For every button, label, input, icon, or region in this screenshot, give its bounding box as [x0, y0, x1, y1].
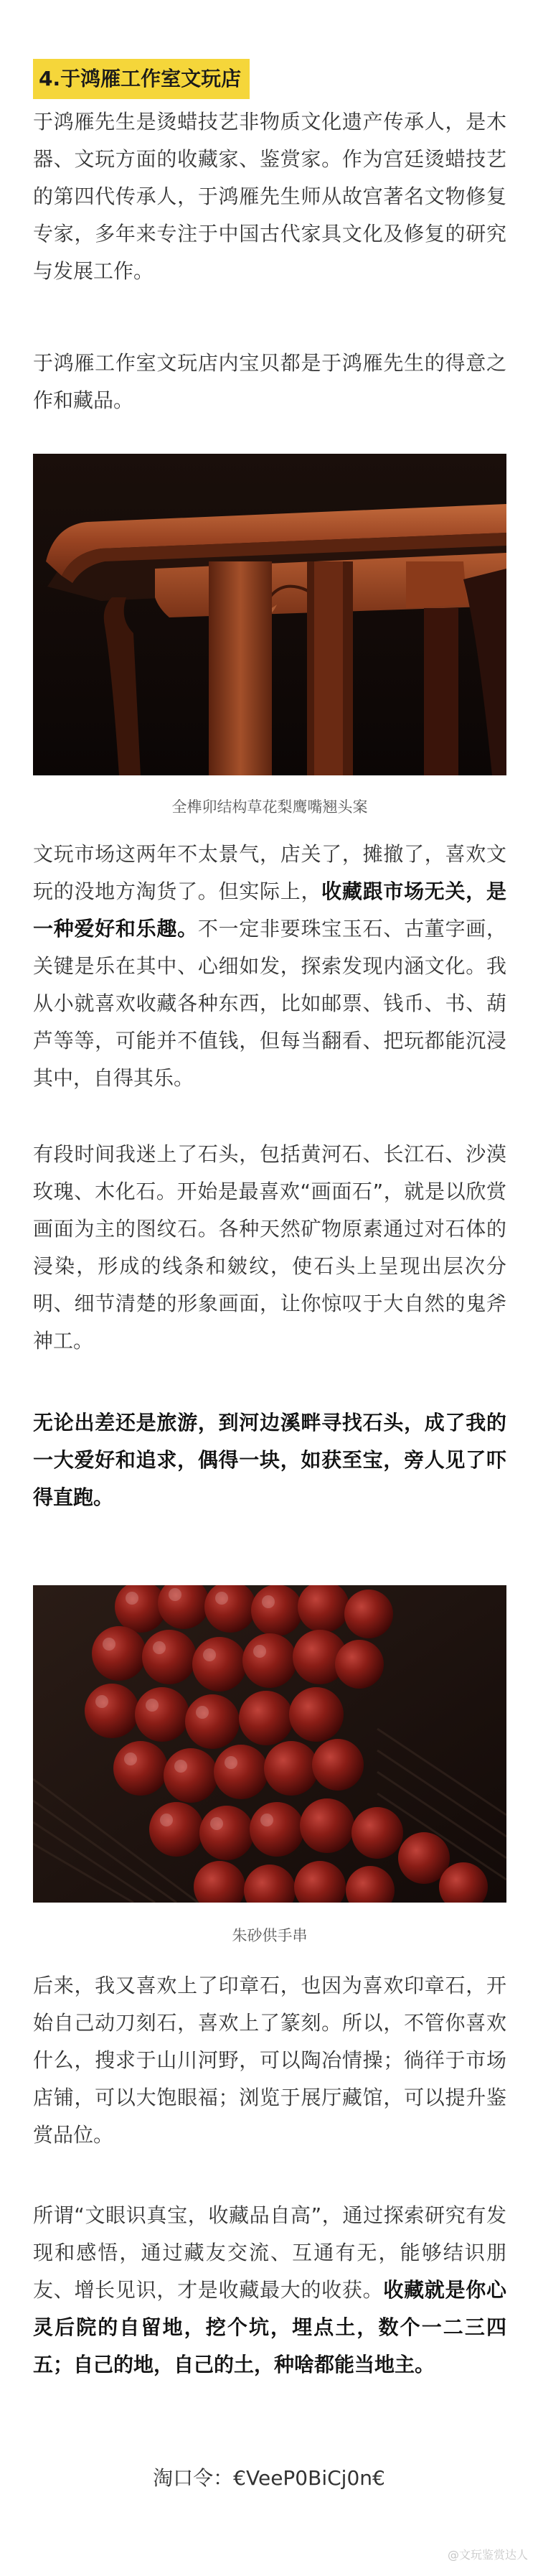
paragraph-collecting-lead: 所谓“文眼识真宝，收藏品自高”，通过探索研究有发现和感悟，通过藏友交流、互通有无，能够结识朋友、增长见识，才是收藏最大的收获。: [33, 2203, 506, 2302]
paragraph-market-emphasis: 收藏跟市场无关，是一种爱好和乐趣。: [33, 879, 506, 941]
paragraph-collecting-emphasis: 收藏就是你心灵后院的自留地，挖个坑，埋点土，数个一二三四五；自己的地，自己的土，种啥都能当地主。: [33, 2278, 506, 2376]
paragraph-intro: 于鸿雁先生是烫蜡技艺非物质文化遗产传承人，是木器、文玩方面的收藏家、鉴赏家。作为宫廷烫蜡技艺的第四代传承人，于鸿雁先生师从故宫著名文物修复专家，多年来专注于中国古代家具文化及修复的研究与发展工作。: [33, 110, 506, 283]
paragraph-market-lead: 文玩市场这两年不太景气，店关了，摊撤了，喜欢文玩的没地方淘货了。但实际上，: [33, 842, 506, 903]
table-illustration: [33, 454, 506, 775]
watermark: @文玩鉴赏达人: [447, 2548, 528, 2562]
paragraph-shop: 于鸿雁工作室文玩店内宝贝都是于鸿雁先生的得意之作和藏品。: [33, 351, 506, 412]
paragraph-market-rest: 不一定非要珠宝玉石、古董字画，关键是乐在其中、心细如发，探索发现内涵文化。我从小就喜欢收藏各种东西，比如邮票、钱币、书、葫芦等等，可能并不值钱，但每当翻看、把玩都能沉浸其中，自得其乐。: [33, 917, 506, 1090]
paragraph-stones: 有段时间我迷上了石头，包括黄河石、长江石、沙漠玫瑰、木化石。开始是最喜欢“画面石”，就是以欣赏画面为主的图纹石。各种天然矿物原素通过对石体的浸染，形成的线条和皴纹，使石头上呈现出层次分明、细节清楚的形象画面，让你惊叹于大自然的鬼斧神工。: [33, 1142, 506, 1353]
table-photo: [33, 454, 506, 775]
table-caption: 全榫卯结构草花梨鹰嘴翘头案: [171, 798, 368, 816]
paragraph-travel: 无论出差还是旅游，到河边溪畔寻找石头，成了我的一大爱好和追求，偶得一块，如获至宝，旁人见了吓得直跑。: [33, 1411, 506, 1509]
paragraph-collecting: [33, 2197, 506, 2384]
paragraph-market: [33, 836, 506, 1097]
beads-caption: 朱砂供手串: [232, 1927, 308, 1944]
beads-illustration: [33, 1585, 506, 1903]
taokouling-code[interactable]: 淘口令：€VeeP0BiCj0n€: [153, 2466, 385, 2490]
paragraph-seals: 后来，我又喜欢上了印章石，也因为喜欢印章石，开始自己动刀刻石，喜欢上了篆刻。所以，不管你喜欢什么，搜求于山川河野，可以陶冶情操；徜徉于市场店铺，可以大饱眼福；浏览于展厅藏馆，可以提升鉴赏品位。: [33, 1974, 506, 2147]
beads-photo: [33, 1585, 506, 1903]
section-title: 4.于鸿雁工作室文玩店: [33, 59, 250, 99]
